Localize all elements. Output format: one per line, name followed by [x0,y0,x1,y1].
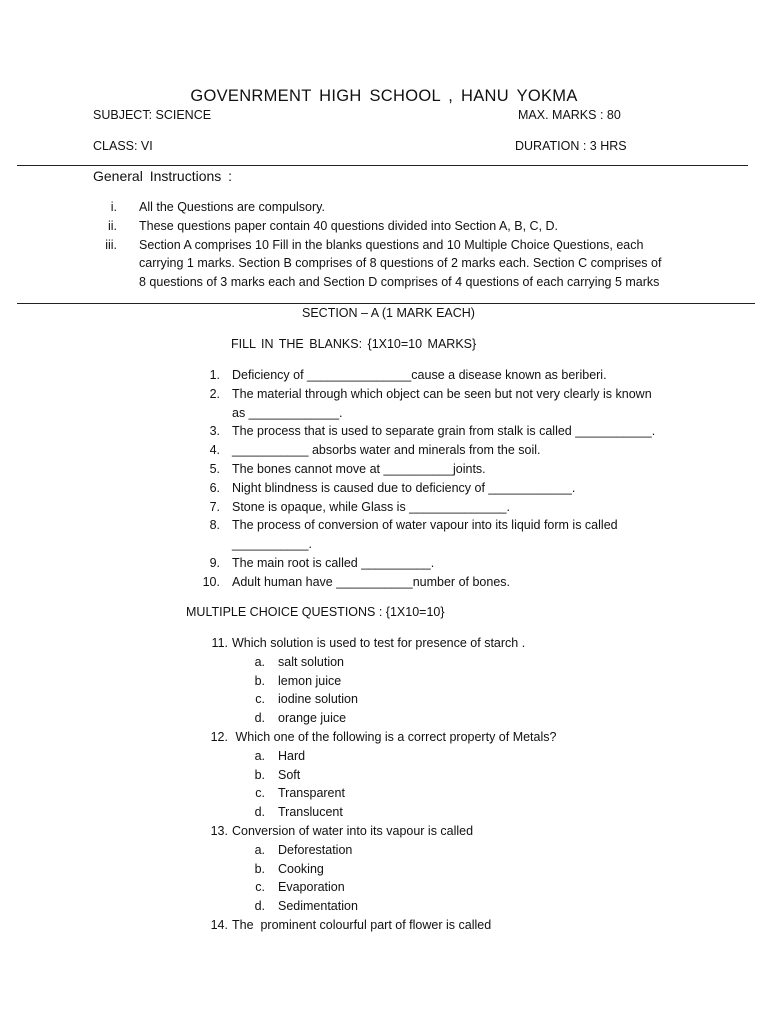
question-number: 4. [209,443,220,458]
option-text: Soft [278,767,301,782]
option-letter: c. [255,692,265,707]
page-title: GOVENRMENT HIGH SCHOOL , HANU YOKMA [190,87,578,105]
question-text: Which solution is used to test for presence of starch . [232,636,526,650]
question-text: The prominent colourful part of flower is called [232,918,492,932]
question-number: 11. [211,636,228,650]
instruction-text: 8 questions of 3 marks each and Section D comprises of 4 questions of each carrying 5 marks [139,275,660,290]
option-letter: b. [254,861,265,876]
mcq-heading: MULTIPLE CHOICE QUESTIONS : {1X10=10} [186,605,445,619]
question-number: 14. [210,918,228,932]
option-letter: c. [255,786,265,801]
question-text: ___________. [232,537,312,552]
question-text: The process that is used to separate grain from stalk is called ___________. [232,424,656,439]
option-text: salt solution [278,654,345,669]
option-text: Evaporation [278,880,345,895]
instructions-divider [17,303,755,304]
question-text: Deficiency of _______________cause a disease known as beriberi. [232,368,607,382]
question-number: 8. [209,518,220,533]
option-text: Deforestation [278,842,353,857]
question-text: Stone is opaque, while Glass is ______________. [232,499,510,514]
max-marks-label: MAX. MARKS : 80 [518,108,621,122]
question-text: The material through which object can be seen but not very clearly is known [232,386,652,401]
question-text: ___________ absorbs water and minerals from the soil. [232,443,541,458]
question-text: The main root is called __________. [232,556,435,570]
option-letter: c. [255,880,265,895]
question-text: Adult human have ___________number of bones. [232,574,510,589]
question-text: The bones cannot move at __________joints. [232,462,486,476]
question-text: Night blindness is caused due to deficiency of ____________. [232,480,576,495]
question-number: 1. [209,368,220,382]
instructions-heading: General Instructions : [93,168,233,184]
instruction-text: Section A comprises 10 Fill in the blanks questions and 10 Multiple Choice Questions, each [139,237,644,252]
question-number: 9. [209,556,220,570]
instruction-text: These questions paper contain 40 questions divided into Section A, B, C, D. [139,218,559,233]
section-a-title: SECTION – A (1 MARK EACH) [302,306,475,320]
option-text: Transparent [278,786,345,801]
option-letter: a. [254,748,265,763]
question-number: 10. [202,574,220,589]
question-number: 3. [209,424,220,439]
question-number: 7. [209,499,220,514]
duration-label: DURATION : 3 HRS [515,139,627,153]
question-text: Conversion of water into its vapour is called [232,824,474,838]
option-text: Sedimentation [278,899,358,914]
question-text: The process of conversion of water vapour into its liquid form is called [232,518,618,533]
option-letter: d. [254,899,265,914]
question-number: 6. [209,480,220,495]
option-text: Hard [278,748,306,763]
option-text: Translucent [278,805,343,820]
fill-blanks-heading: FILL IN THE BLANKS: {1X10=10 MARKS} [231,337,477,351]
question-number: 2. [209,386,220,401]
option-text: Cooking [278,861,324,876]
question-number: 12. [210,730,228,744]
question-text: Which one of the following is a correct property of Metals? [232,730,557,744]
class-label: CLASS: VI [93,139,153,153]
question-text: as _____________. [232,405,343,420]
option-letter: d. [254,711,265,726]
instruction-text: All the Questions are compulsory. [139,200,325,214]
subject-label: SUBJECT: SCIENCE [93,108,212,122]
instruction-number: ii. [107,218,117,233]
instruction-number: iii. [105,237,117,252]
option-text: iodine solution [278,692,358,707]
option-letter: a. [254,842,265,857]
option-text: orange juice [278,711,347,726]
option-letter: b. [254,767,265,782]
option-letter: a. [254,654,265,669]
option-letter: b. [254,673,265,688]
option-letter: d. [254,805,265,820]
question-number: 5. [209,462,220,476]
instruction-text: carrying 1 marks. Section B comprises of 8 questions of 2 marks each. Section C comprises of [139,256,662,271]
question-number: 13. [210,824,228,838]
header-divider [17,165,748,166]
option-text: lemon juice [278,673,342,688]
instruction-number: i. [110,200,117,214]
